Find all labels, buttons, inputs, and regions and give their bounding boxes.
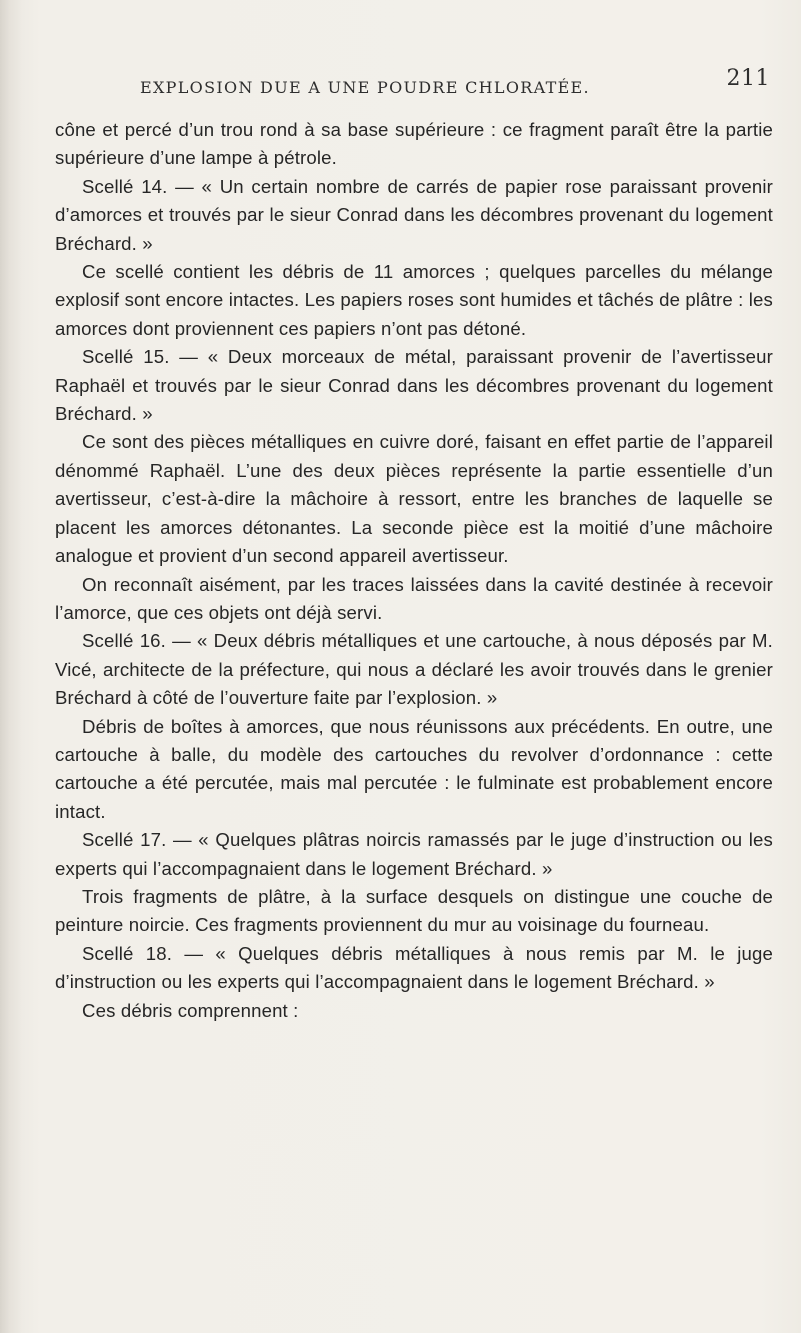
paragraph-scelle-18: Scellé 18. — « Quelques débris métalliques à nous remis par M. le juge d’instruction ou les experts qui l’accompagnaient dans le logement Bréchard. » — [55, 942, 773, 993]
paragraph: Trois fragments de plâtre, à la surface desquels on distingue une couche de peinture noircie. Ces fragments proviennent du mur au voisinage du fourneau. — [55, 885, 773, 936]
paragraph-scelle-17: Scellé 17. — « Quelques plâtras noircis ramassés par le juge d’instruction ou les experts qui l’accompagnaient dans le logement Bréchard. » — [55, 829, 773, 879]
paragraph-scelle-14: Scellé 14. — « Un certain nombre de carrés de papier rose paraissant provenir d’amorces et trouvés par le sieur Conrad dans les décombres provenant du logement Bréchard. » — [55, 175, 773, 254]
paragraph: Ce sont des pièces métalliques en cuivre doré, faisant en effet partie de l’appareil dénommé Raphaël. L’une des deux pièces représente la partie essentielle d’un avertisseur, c’est-à-dire la mâchoire à ressort, entre les branches de laquelle se placent les amorces détonantes. La seconde pièce est la moitié d’une mâchoire analogue et provient d’un second appareil avertisseur. — [55, 431, 773, 567]
paragraph: Ces débris comprennent : — [82, 999, 299, 1021]
paragraph: Débris de boîtes à amorces, que nous réunissons aux précédents. En outre, une cartouche à balle, du modèle des cartouches du revolver d’ordonnance : cette cartouche a été percutée, mais mal percutée : le fulminate est probablement encore intact. — [55, 715, 773, 822]
running-title: EXPLOSION DUE A UNE POUDRE CHLORATÉE. — [140, 78, 590, 97]
paragraph-scelle-16: Scellé 16. — « Deux débris métalliques et une cartouche, à nous déposés par M. Vicé, architecte de la préfecture, qui nous a déclaré les avoir trouvés dans le grenier Bréchard à côté de l’ouverture faite par l’explosion. » — [55, 630, 773, 709]
binding-shadow — [0, 0, 22, 1333]
paragraph: Ce scellé contient les débris de 11 amorces ; quelques parcelles du mélange explosif sont encore intactes. Les papiers roses sont humides et tâchés de plâtre : les amorces dont proviennent ces papiers n’ont pas détoné. — [55, 261, 773, 339]
paragraph-scelle-15: Scellé 15. — « Deux morceaux de métal, paraissant provenir de l’avertisseur Raphaël et trouvés par le sieur Conrad dans les décombres provenant du logement Bréchard. » — [55, 346, 773, 425]
page-number: 211 — [726, 66, 770, 91]
body-text — [55, 116, 773, 1025]
running-head — [140, 66, 770, 106]
paragraph: On reconnaît aisément, par les traces laissées dans la cavité destinée à recevoir l’amorce, que ces objets ont déjà servi. — [55, 573, 773, 623]
paragraph-continuation: cône et percé d’un trou rond à sa base supérieure : ce fragment paraît être la partie supérieure d’une lampe à pétrole. — [55, 119, 773, 169]
